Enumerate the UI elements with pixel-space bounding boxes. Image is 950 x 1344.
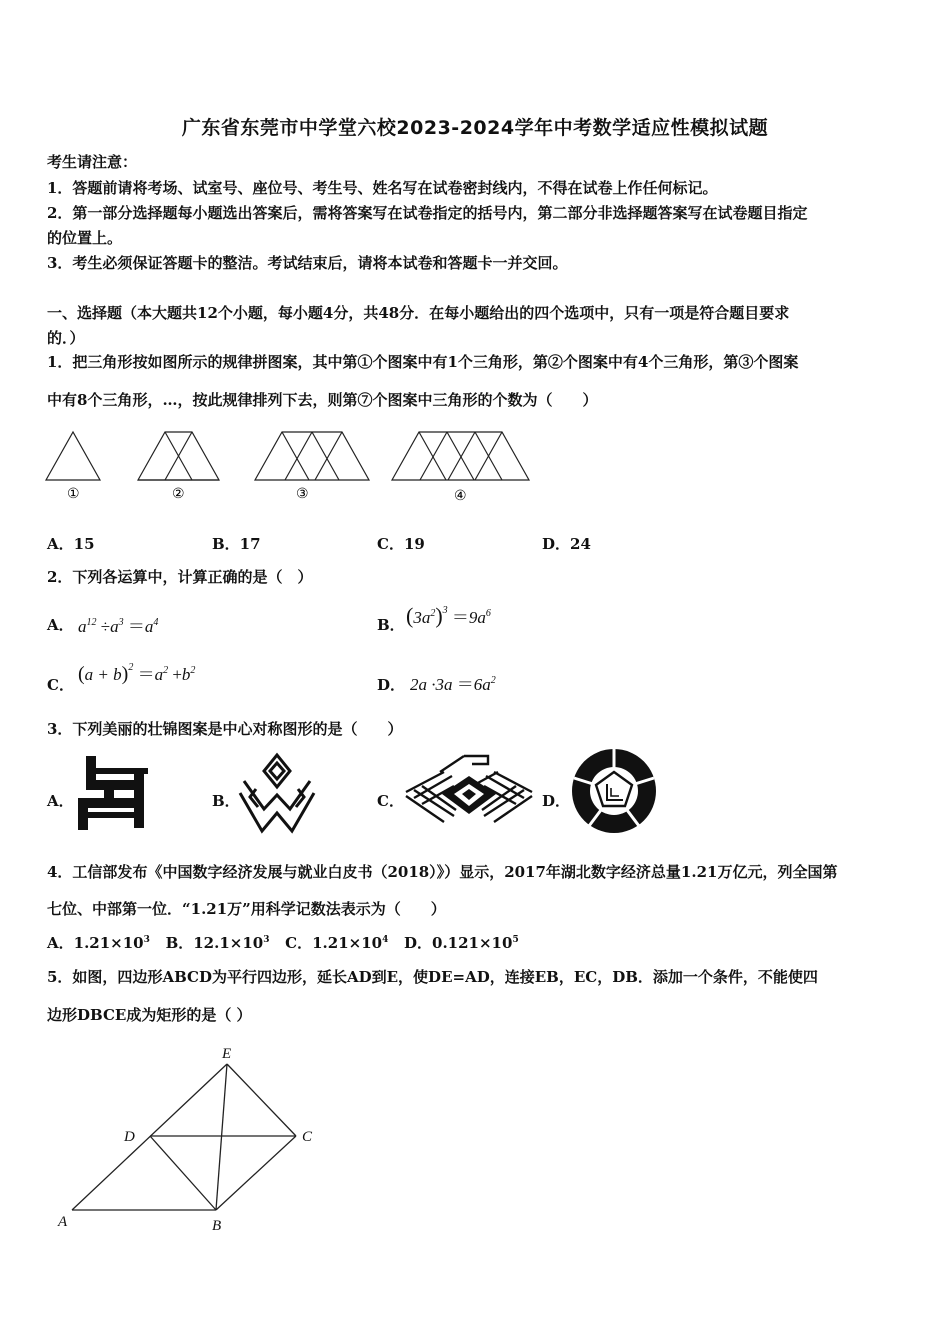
point-label-B: B xyxy=(212,1218,222,1234)
q1-option-d: D．24 xyxy=(542,535,591,553)
q2-option-a-expr: $a^{12} \div a^3 =a^4$ xyxy=(78,617,159,636)
page-title: 广东省东莞市中学堂六校2023-2024学年中考数学适应性模拟试题 xyxy=(181,117,769,139)
q5-stem: 5．如图，四边形ABCD为平行四边形，延长AD到E，使DE=AD，连接EB，EC，DB．添加一个条件，不能使四 xyxy=(47,968,818,986)
q2-option-a-letter: A． xyxy=(47,616,74,634)
q4-option-a: A．1.21×10 xyxy=(47,934,144,952)
notice-heading: 考生请注意： xyxy=(47,153,138,171)
q4-stem: 4．工信部发布《中国数字经济发展与就业白皮书（2018）》）显示，2017年湖北数字经济总量1.21万亿元，列全国第 xyxy=(47,863,838,881)
q3-option-a-letter: A． xyxy=(47,792,74,810)
q3-option-b-letter: B． xyxy=(212,792,240,810)
q2-option-b-letter: B． xyxy=(377,616,405,634)
q3-pattern-a xyxy=(76,754,154,832)
q1-triangle-figures xyxy=(40,428,540,508)
notice-item-2-cont: 的位置上。 xyxy=(47,229,123,247)
figure-label-4: ④ xyxy=(454,489,467,504)
section-heading-cont: 的．） xyxy=(47,329,85,347)
notice-item-1: 1．答题前请将考场、试室号、座位号、考生号、姓名写在试卷密封线内，不得在试卷上作任何标记。 xyxy=(47,179,718,197)
q2-option-c-letter: C． xyxy=(47,676,74,694)
point-label-D: D xyxy=(124,1129,135,1145)
q2-option-d-letter: D． xyxy=(377,676,406,694)
notice-item-2: 2．第一部分选择题每小题选出答案后，需将答案写在试卷指定的括号内，第二部分非选择题答案写在试卷题目指定 xyxy=(47,204,808,222)
q5-parallelogram-figure xyxy=(50,1040,330,1240)
triangle-pattern-3 xyxy=(255,432,369,480)
q1-stem: 1．把三角形按如图所示的规律拼图案，其中第①个图案中有1个三角形，第②个图案中有4个三角形，第③个图案 xyxy=(47,353,799,371)
point-label-A: A xyxy=(58,1214,68,1230)
segment-DB xyxy=(150,1136,216,1210)
figure-label-2: ② xyxy=(172,487,185,502)
q1-option-c: C．19 xyxy=(377,535,425,553)
q3-pattern-b xyxy=(236,751,318,835)
segment-AE xyxy=(72,1064,227,1210)
q2-option-c-expr: $(a + b)^2 =a^2 +b^2$ xyxy=(78,662,196,685)
q4-option-d: D．0.121×10 xyxy=(404,934,513,952)
segment-BC xyxy=(216,1136,296,1210)
triangle-pattern-4 xyxy=(392,432,529,480)
segment-EC xyxy=(227,1064,296,1136)
point-label-C: C xyxy=(302,1129,313,1145)
figure-label-3: ③ xyxy=(296,487,309,502)
figure-label-1: ① xyxy=(67,487,80,502)
q1-option-b: B．17 xyxy=(212,535,261,553)
q2-stem: 2．下列各运算中，计算正确的是（ ） xyxy=(47,568,313,586)
q3-stem: 3．下列美丽的壮锦图案是中心对称图形的是（ ） xyxy=(47,720,403,738)
q1-option-a: A．15 xyxy=(47,535,95,553)
notice-item-3: 3．考生必须保证答题卡的整洁。考试结束后，请将本试卷和答题卡一并交回。 xyxy=(47,254,568,272)
section-heading: 一、选择题（本大题共12个小题，每小题4分，共48分．在每小题给出的四个选项中，只有一项是符合题目要求 xyxy=(47,304,790,322)
q4-option-b: B．12.1×10 xyxy=(165,934,264,952)
q3-pattern-c xyxy=(404,752,534,834)
q2-option-d-expr: $2a \cdot 3a =6a^2$ xyxy=(410,675,496,694)
q4-options: A．$1.21\times 10^3$ B．$12.1\times 10^3$ C．$1.21\times 10^4$ D．$0.121\times 10^5$ xyxy=(47,934,519,952)
triangle-pattern-1 xyxy=(46,432,100,480)
segment-EB xyxy=(216,1064,227,1210)
q5-stem-cont: 边形DBCE成为矩形的是（ ） xyxy=(47,1006,252,1024)
point-label-E: E xyxy=(222,1046,232,1062)
q3-pattern-d xyxy=(569,748,659,834)
q4-stem-cont: 七位、中部第一位．“1.21万”用科学记数法表示为（ ） xyxy=(47,900,446,918)
q2-option-b-expr: $(3a^2)^3 =9a^6$ xyxy=(406,603,491,628)
q4-option-c: C．1.21×10 xyxy=(285,934,383,952)
q1-stem-cont: 中有8个三角形，…，按此规律排列下去，则第⑦个图案中三角形的个数为（ ） xyxy=(47,391,598,409)
q3-option-c-letter: C． xyxy=(377,792,404,810)
triangle-pattern-2 xyxy=(138,432,219,480)
q3-option-d-letter: D． xyxy=(542,792,571,810)
